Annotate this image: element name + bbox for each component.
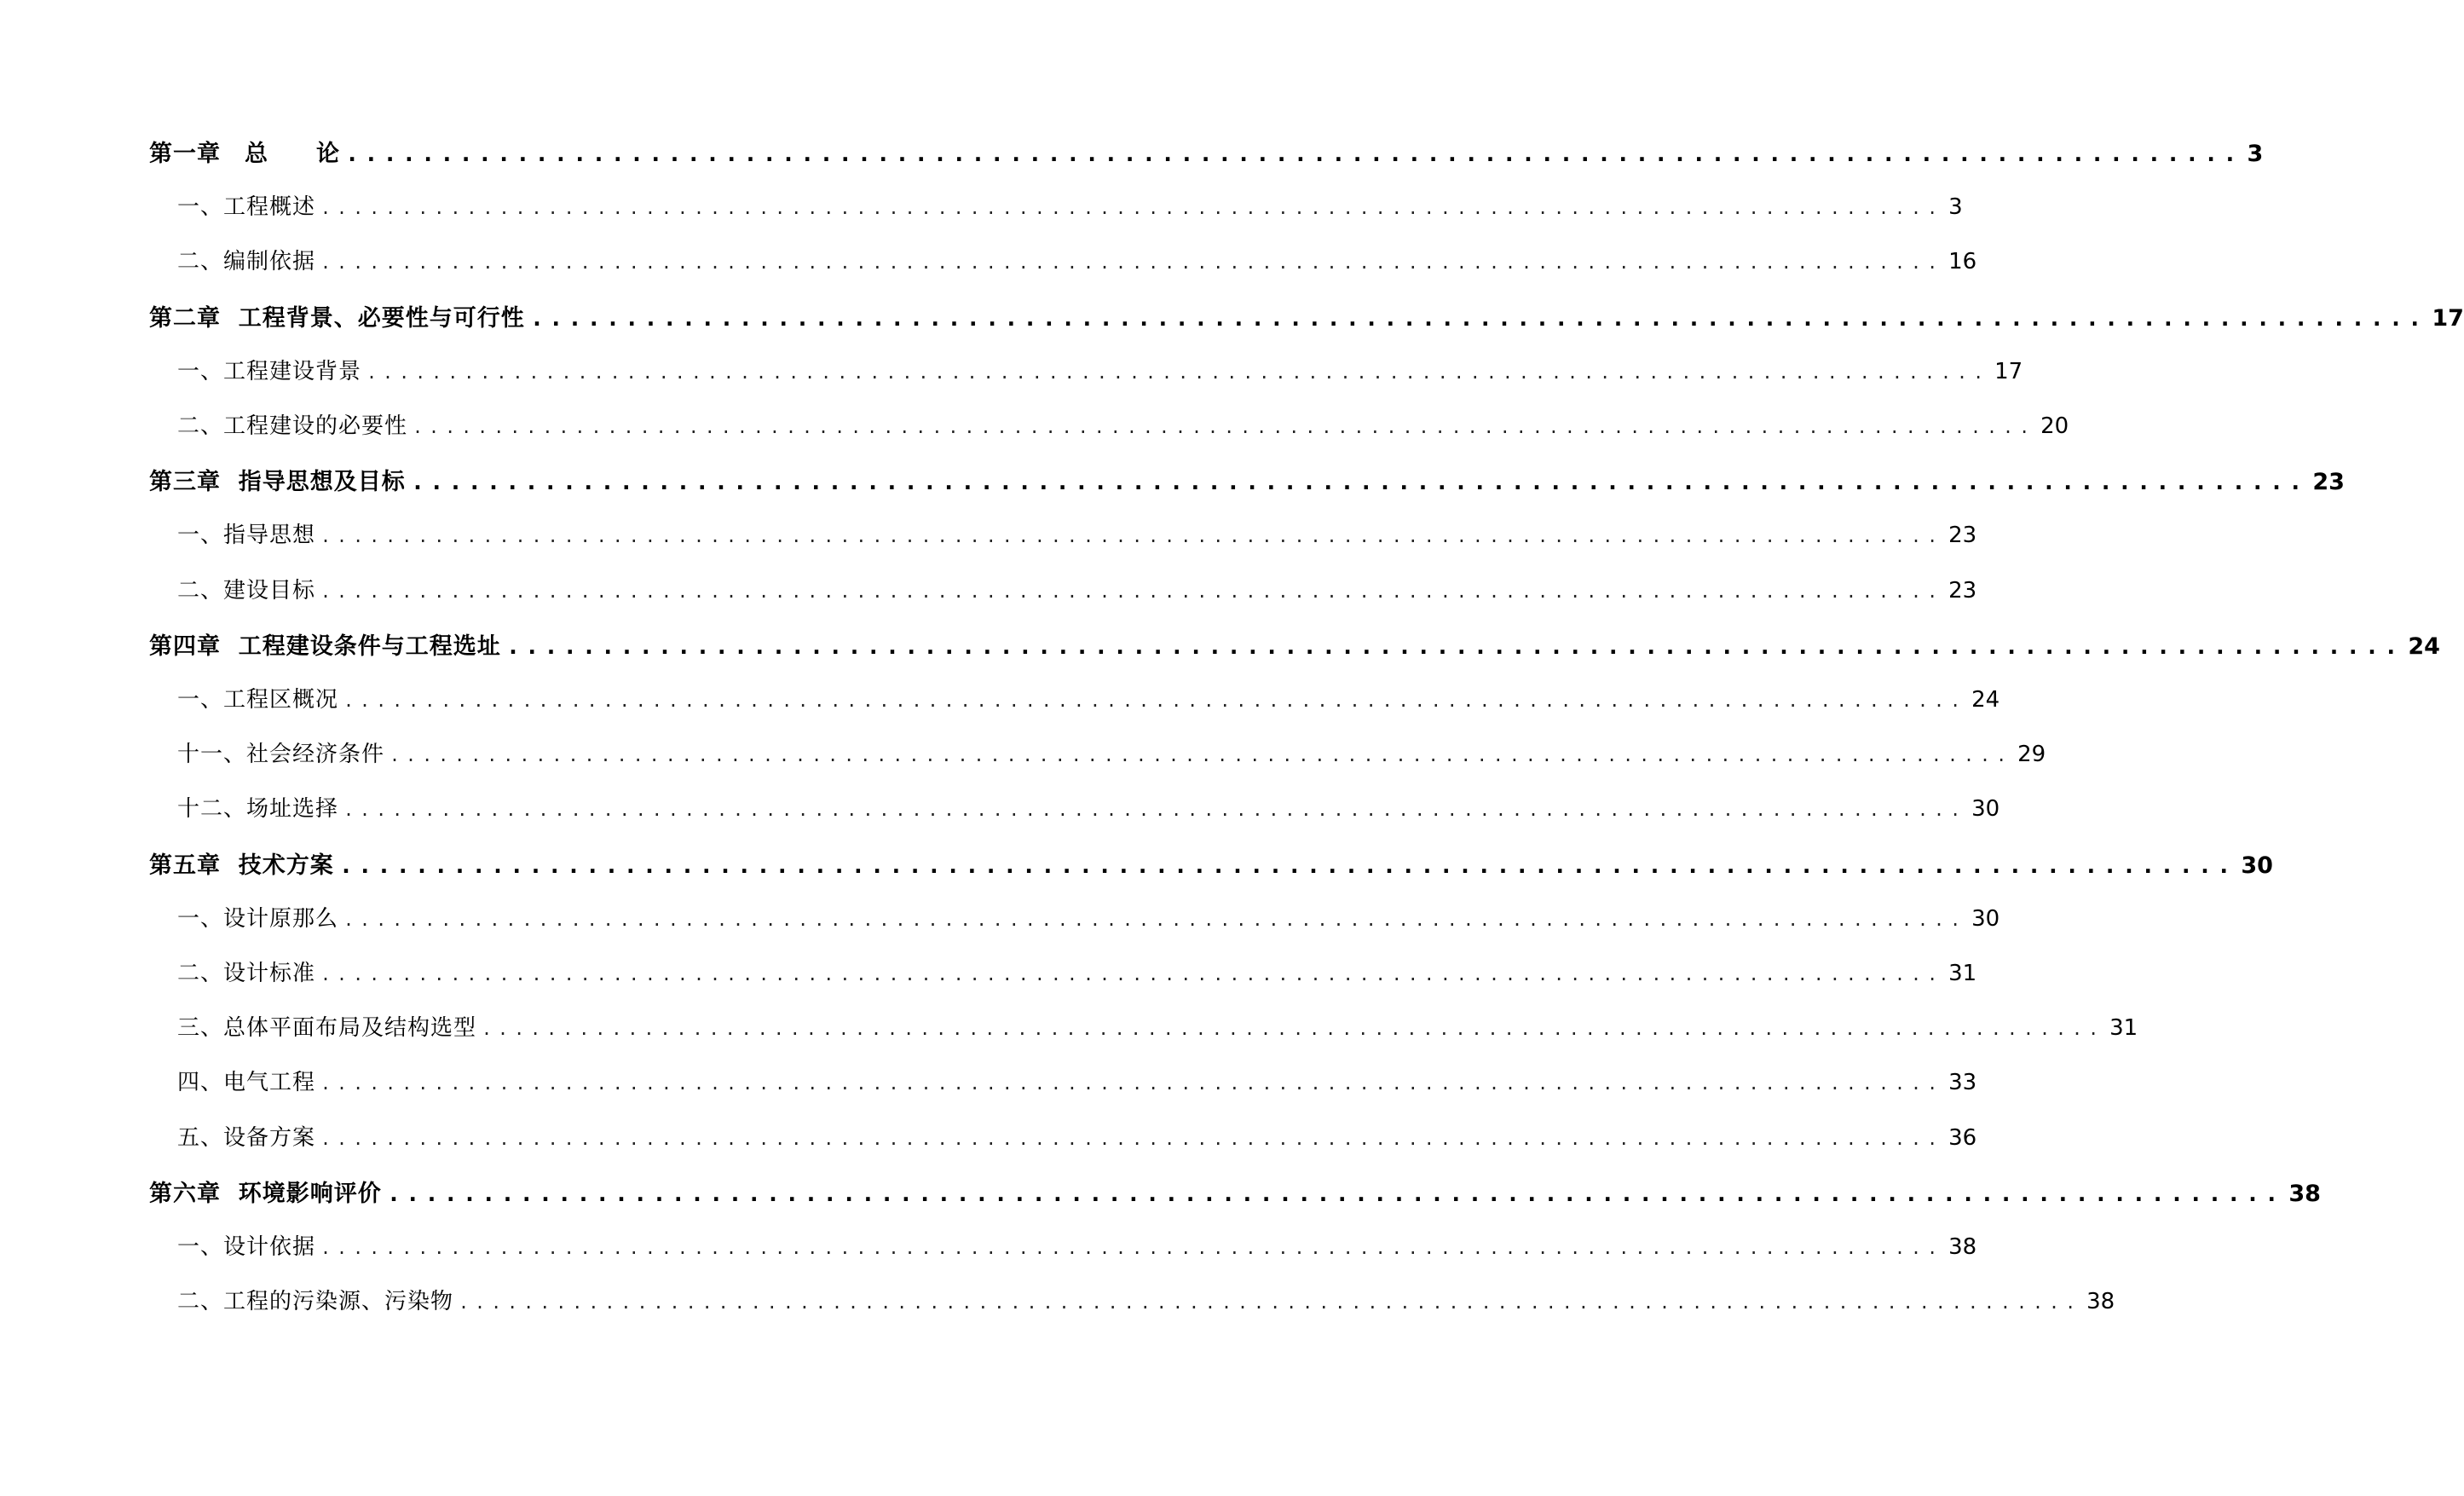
toc-entry-title: 一、工程建设背景 bbox=[177, 359, 362, 384]
toc-entry-title: 十二、场址选择 bbox=[177, 796, 339, 822]
toc-entry-page: 24 bbox=[2408, 633, 2440, 660]
toc-entry-page: 23 bbox=[1948, 578, 1977, 604]
toc-entry-page: 31 bbox=[1948, 961, 1977, 986]
toc-leader: .................................................................................................... bbox=[366, 362, 1990, 383]
toc-entry-title: 第二章 工程背景、必要性与可行性 bbox=[149, 305, 525, 332]
toc-entry[interactable] bbox=[0, 1010, 2138, 1044]
toc-entry-page: 3 bbox=[1948, 194, 1963, 220]
toc-entry-title: 二、工程建设的必要性 bbox=[177, 413, 408, 439]
toc-entry[interactable] bbox=[0, 682, 2000, 716]
toc-leader: .................................................................................................... bbox=[505, 633, 2403, 660]
toc-entry-title: 第三章 指导思想及目标 bbox=[149, 469, 406, 495]
toc-entry-title: 第一章 总 论 bbox=[149, 141, 340, 167]
toc-entry[interactable] bbox=[0, 736, 2046, 771]
toc-leader: .................................................................................................... bbox=[529, 305, 2427, 332]
toc-leader: .................................................................................................... bbox=[320, 198, 1944, 218]
toc-leader: .................................................................................................... bbox=[390, 745, 2013, 765]
toc-entry-title: 十一、社会经济条件 bbox=[177, 742, 385, 767]
toc-entry[interactable] bbox=[0, 573, 1977, 607]
toc-entry-page: 38 bbox=[2086, 1289, 2115, 1314]
toc-leader: .................................................................................................... bbox=[410, 469, 2308, 495]
toc-entry[interactable] bbox=[0, 299, 2464, 333]
toc-entry-page: 17 bbox=[1994, 359, 2023, 384]
toc-entry[interactable] bbox=[0, 408, 2069, 442]
toc-leader: .................................................................................................... bbox=[343, 800, 1967, 820]
toc-entry[interactable] bbox=[0, 1120, 1977, 1154]
toc-entry[interactable] bbox=[0, 189, 1963, 223]
toc-entry-page: 20 bbox=[2040, 413, 2069, 439]
toc-entry[interactable] bbox=[0, 956, 1977, 990]
toc-leader: .................................................................................................... bbox=[343, 690, 1967, 711]
toc-entry[interactable] bbox=[0, 791, 2000, 825]
toc-entry-title: 第四章 工程建设条件与工程选址 bbox=[149, 633, 501, 660]
toc-leader: .................................................................................................... bbox=[343, 910, 1967, 930]
toc-entry[interactable] bbox=[0, 463, 2345, 497]
toc-entry-title: 第六章 环境影响评价 bbox=[149, 1181, 382, 1207]
toc-leader: .................................................................................................... bbox=[320, 1073, 1944, 1094]
toc-entry-title: 一、工程区概况 bbox=[177, 687, 339, 713]
toc-entry-title: 一、设计依据 bbox=[177, 1234, 316, 1260]
toc-leader: .................................................................................................... bbox=[320, 526, 1944, 546]
toc-entry-title: 二、工程的污染源、污染物 bbox=[177, 1289, 454, 1314]
toc-entry[interactable] bbox=[0, 244, 1977, 278]
toc-entry[interactable] bbox=[0, 1065, 1977, 1099]
toc-leader: .................................................................................................... bbox=[338, 852, 2236, 879]
toc-entry-title: 三、总体平面布局及结构选型 bbox=[177, 1015, 477, 1041]
toc-entry-title: 四、电气工程 bbox=[177, 1070, 316, 1095]
toc-entry-title: 二、建设目标 bbox=[177, 578, 316, 604]
toc-entry-page: 36 bbox=[1948, 1125, 1977, 1151]
toc-leader: .................................................................................................... bbox=[386, 1181, 2284, 1207]
toc-entry-title: 五、设备方案 bbox=[177, 1125, 316, 1151]
toc-entry-page: 23 bbox=[1948, 523, 1977, 548]
toc-entry-page: 29 bbox=[2017, 742, 2046, 767]
toc-leader: .................................................................................................... bbox=[413, 417, 2036, 437]
toc-entry[interactable] bbox=[0, 135, 2264, 169]
toc-leader: .................................................................................................... bbox=[320, 1129, 1944, 1149]
toc-entry[interactable] bbox=[0, 627, 2440, 661]
toc-entry-page: 30 bbox=[2241, 852, 2273, 879]
toc-leader: .................................................................................................... bbox=[320, 1238, 1944, 1258]
toc-entry[interactable] bbox=[0, 517, 1977, 552]
toc-entry-title: 一、工程概述 bbox=[177, 194, 316, 220]
toc-entry-page: 3 bbox=[2247, 141, 2264, 167]
toc-entry-page: 31 bbox=[2109, 1015, 2138, 1041]
toc-leader: .................................................................................................... bbox=[320, 252, 1944, 273]
toc-leader: .................................................................................................... bbox=[459, 1292, 2082, 1313]
toc-leader: .................................................................................................... bbox=[320, 581, 1944, 602]
toc-leader: .................................................................................................... bbox=[345, 141, 2242, 167]
toc-entry-page: 17 bbox=[2432, 305, 2464, 332]
toc-entry-page: 16 bbox=[1948, 249, 1977, 274]
toc-entry-title: 一、设计原那么 bbox=[177, 906, 339, 932]
toc-entry[interactable] bbox=[0, 1175, 2321, 1209]
toc-entry-title: 二、设计标准 bbox=[177, 961, 316, 986]
toc-entry[interactable] bbox=[0, 1284, 2115, 1318]
toc-entry[interactable] bbox=[0, 846, 2273, 881]
toc-entry-title: 第五章 技术方案 bbox=[149, 852, 334, 879]
toc-leader: .................................................................................................... bbox=[482, 1019, 2105, 1039]
toc-entry-page: 30 bbox=[1971, 796, 2000, 822]
toc-entry-page: 23 bbox=[2312, 469, 2345, 495]
toc-entry-title: 二、编制依据 bbox=[177, 249, 316, 274]
toc-entry-page: 38 bbox=[2288, 1181, 2321, 1207]
toc-entry-page: 33 bbox=[1948, 1070, 1977, 1095]
toc-leader: .................................................................................................... bbox=[320, 964, 1944, 985]
toc-entry[interactable] bbox=[0, 354, 2023, 388]
toc-entry-page: 38 bbox=[1948, 1234, 1977, 1260]
toc-entry[interactable] bbox=[0, 901, 2000, 935]
toc-entry-page: 30 bbox=[1971, 906, 2000, 932]
toc-entry[interactable] bbox=[0, 1229, 1977, 1263]
toc-entry-title: 一、指导思想 bbox=[177, 523, 316, 548]
toc-entry-page: 24 bbox=[1971, 687, 2000, 713]
